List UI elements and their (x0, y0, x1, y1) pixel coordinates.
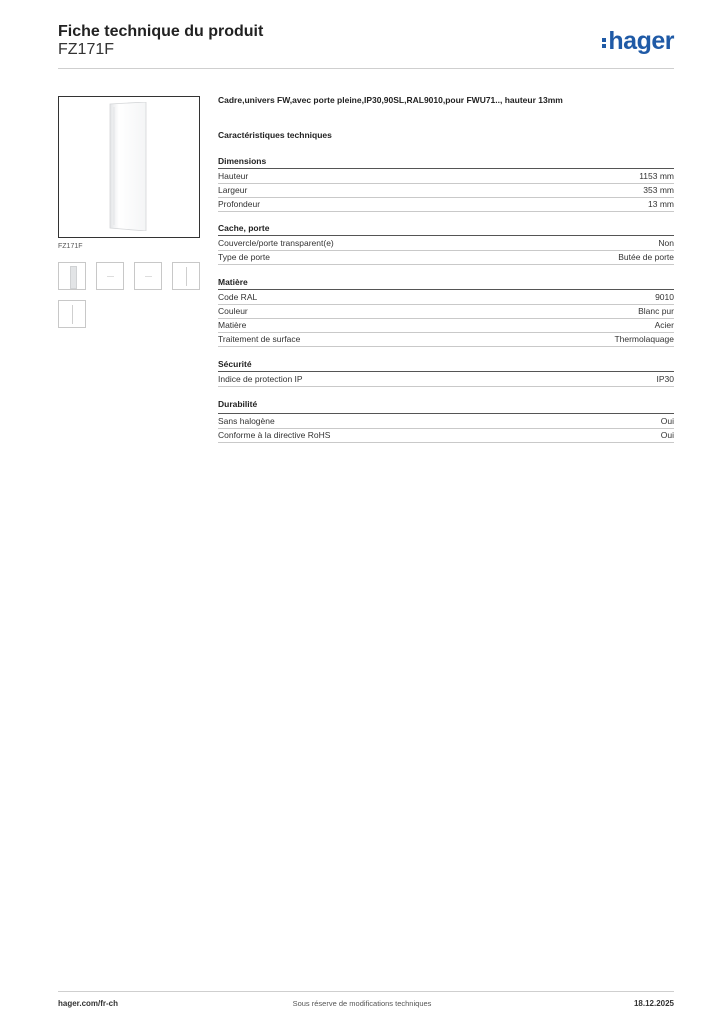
image-caption: FZ171F (58, 243, 83, 250)
spec-value: 13 mm (648, 199, 674, 209)
spec-label: Conforme à la directive RoHS (218, 430, 331, 440)
footer-website-link[interactable]: hager.com/fr-ch (58, 999, 119, 1008)
spec-label: Largeur (218, 185, 248, 195)
spec-label: Matière (218, 320, 247, 330)
thumbnail-4[interactable] (172, 262, 200, 290)
header-divider (58, 68, 674, 69)
spec-value: IP30 (656, 374, 674, 384)
spec-value: Oui (660, 430, 674, 440)
spec-label: Profondeur (218, 199, 261, 209)
spec-value: Oui (660, 416, 674, 426)
spec-row-couvercle (218, 236, 674, 251)
spec-label: Sans halogène (218, 416, 275, 426)
product-image[interactable] (58, 96, 200, 238)
spec-label: Traitement de surface (218, 334, 301, 344)
thumbnail-1[interactable] (58, 262, 86, 290)
spec-row-couleur (218, 304, 674, 319)
group-title-matiere: Matière (218, 277, 248, 287)
spec-label: Code RAL (218, 292, 258, 302)
spec-label: Couleur (218, 306, 248, 316)
specs-section-title: Caractéristiques techniques (218, 130, 332, 140)
spec-value: Acier (654, 320, 674, 330)
spec-row-rohs (218, 428, 674, 443)
group-title-securite: Sécurité (218, 359, 252, 369)
frame-thumbnail-icon (107, 276, 114, 277)
group-title-cache-porte: Cache, porte (218, 223, 270, 233)
product-code: FZ171F (58, 41, 115, 58)
product-description: Cadre,univers FW,avec porte pleine,IP30,90SL,RAL9010,pour FWU71.., hauteur 13mm (218, 95, 563, 105)
spec-value: 353 mm (643, 185, 674, 195)
door-panel-icon (108, 102, 148, 231)
profile-thumbnail-icon (72, 305, 73, 324)
spec-row-profondeur (218, 197, 674, 212)
spec-value: Thermolaquage (614, 334, 674, 344)
group-title-durabilite: Durabilité (218, 399, 258, 409)
spec-row-type-porte (218, 250, 674, 265)
document-title: Fiche technique du produit (58, 23, 264, 40)
frame-thumbnail-icon (145, 276, 152, 277)
spec-value: Non (658, 238, 674, 248)
spec-label: Type de porte (218, 252, 270, 262)
profile-thumbnail-icon (186, 267, 187, 286)
footer-divider (58, 991, 674, 992)
spec-value: 9010 (655, 292, 674, 302)
thumbnail-3[interactable] (134, 262, 162, 290)
spec-value: Blanc pur (638, 306, 674, 316)
spec-label: Couvercle/porte transparent(e) (218, 238, 334, 248)
spec-label: Hauteur (218, 171, 249, 181)
spec-value: 1153 mm (639, 171, 674, 181)
footer-disclaimer: Sous réserve de modifications techniques (292, 999, 432, 1008)
logo-dots-icon (602, 38, 606, 48)
spec-label: Indice de protection IP (218, 374, 303, 384)
spec-row-hauteur (218, 169, 674, 184)
thumbnail-2[interactable] (96, 262, 124, 290)
door-thumbnail-icon (70, 266, 77, 289)
thumbnail-5[interactable] (58, 300, 86, 328)
brand-logo[interactable] (602, 28, 674, 54)
brand-name: hager (608, 26, 674, 55)
spec-value: Butée de porte (618, 252, 674, 262)
spec-row-code-ral (218, 290, 674, 305)
page-header (58, 20, 674, 70)
spec-row-traitement (218, 332, 674, 347)
spec-row-sans-halogene (218, 414, 674, 429)
spec-row-indice-ip (218, 372, 674, 387)
group-title-dimensions: Dimensions (218, 156, 267, 166)
footer-date: 18.12.2025 (633, 999, 674, 1008)
spec-row-largeur (218, 183, 674, 198)
spec-row-matiere (218, 318, 674, 333)
